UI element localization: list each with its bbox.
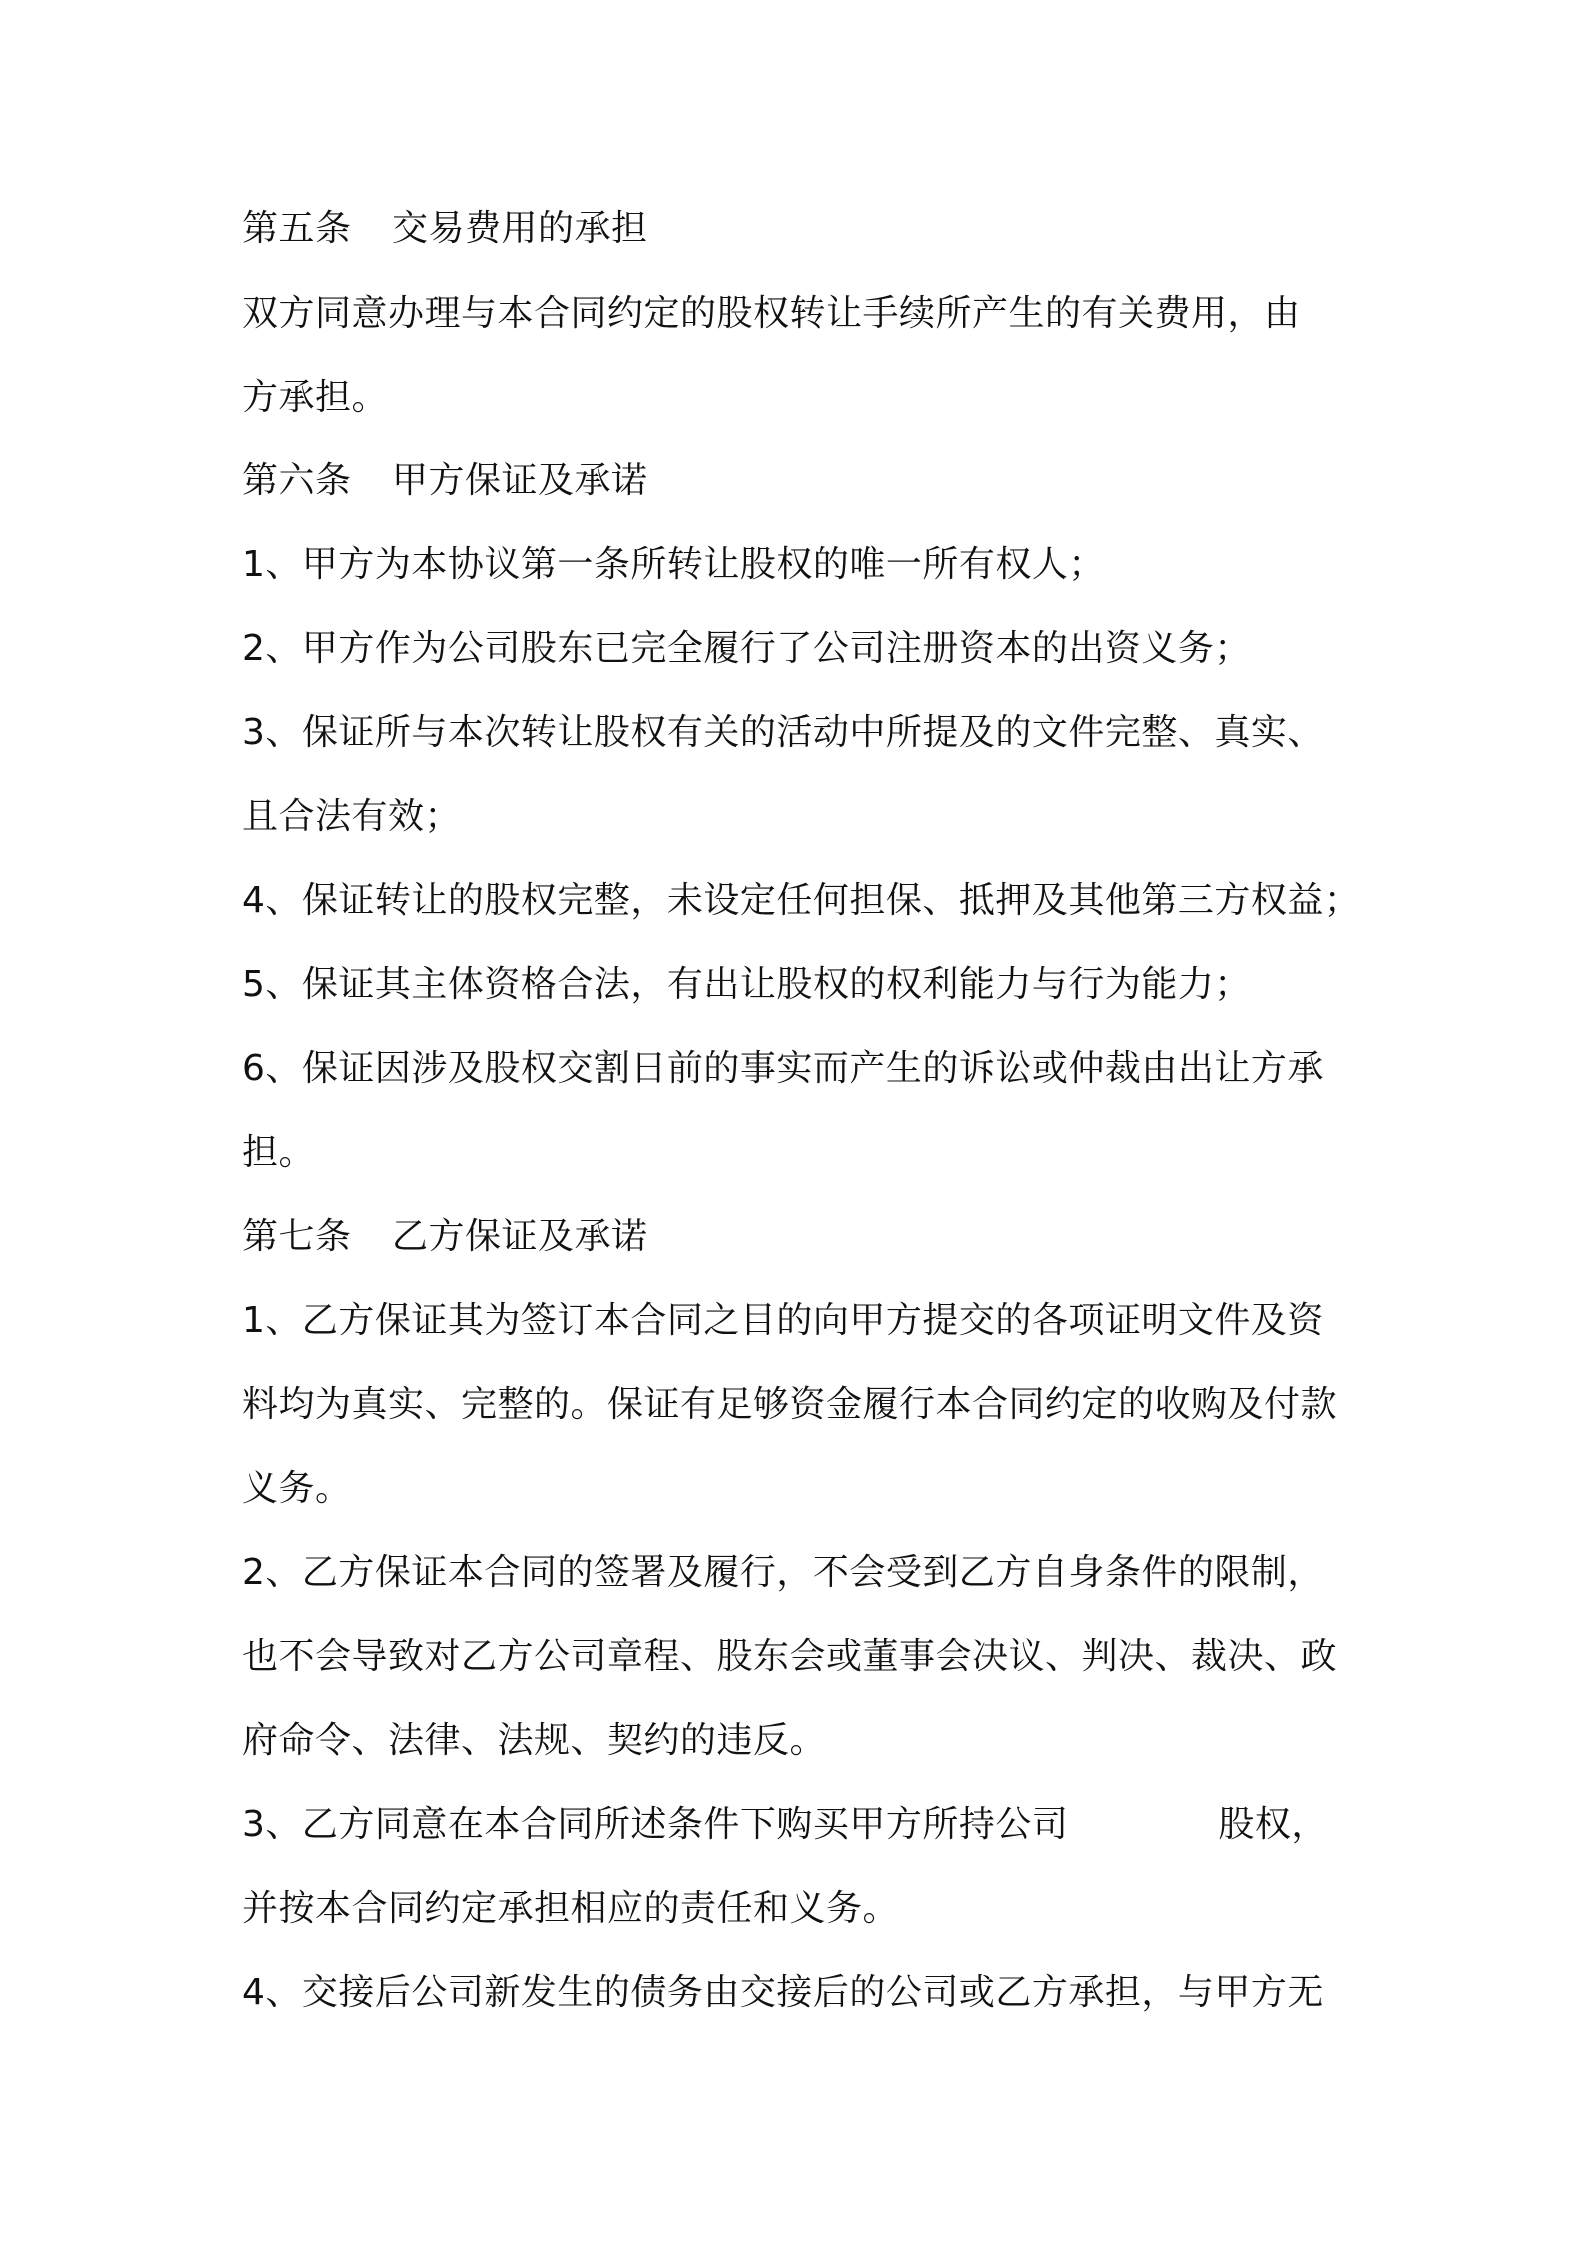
article-6-item-2: 2、甲方作为公司股东已完全履行了公司注册资本的出资义务；: [242, 628, 1251, 669]
article-6-item-6: 6、保证因涉及股权交割日前的事实而产生的诉讼或仲裁由出让方承: [242, 1048, 1324, 1089]
article-7-number: 第七条: [242, 1216, 352, 1257]
article-7-item-3-tail: 股权，: [1218, 1804, 1328, 1845]
article-7-item-1-cont-1: 料均为真实、完整的。保证有足够资金履行本合同约定的收购及付款: [242, 1384, 1338, 1425]
article-7-item-3: [242, 1801, 1362, 1849]
article-7-item-3-cont: 并按本合同约定承担相应的责任和义务。: [242, 1888, 900, 1929]
article-5-number: 第五条: [242, 208, 352, 249]
article-6-item-1: 1、甲方为本协议第一条所转让股权的唯一所有权人；: [242, 544, 1105, 585]
article-5-title: 交易费用的承担: [392, 208, 648, 249]
article-7-item-2-cont-1: 也不会导致对乙方公司章程、股东会或董事会决议、判决、裁决、政: [242, 1636, 1338, 1677]
article-6-item-6-cont: 担。: [242, 1132, 316, 1173]
article-7-heading: [242, 1213, 1362, 1261]
article-6-item-3: 3、保证所与本次转让股权有关的活动中所提及的文件完整、真实、: [242, 712, 1324, 753]
article-5-line-1: 双方同意办理与本合同约定的股权转让手续所产生的有关费用，由: [242, 293, 1301, 334]
article-7-item-3-text: 3、乙方同意在本合同所述条件下购买甲方所持公司: [242, 1804, 1069, 1845]
article-7-title: 乙方保证及承诺: [392, 1216, 648, 1257]
article-7-item-1: 1、乙方保证其为签订本合同之目的向甲方提交的各项证明文件及资: [242, 1300, 1324, 1341]
article-6-item-4: 4、保证转让的股权完整，未设定任何担保、抵押及其他第三方权益；: [242, 880, 1361, 921]
article-6-number: 第六条: [242, 460, 352, 501]
article-5-heading: [242, 205, 1362, 253]
article-6-item-5: 5、保证其主体资格合法，有出让股权的权利能力与行为能力；: [242, 964, 1251, 1005]
article-7-item-2-cont-2: 府命令、法律、法规、契约的违反。: [242, 1720, 827, 1761]
article-6-item-3-cont: 且合法有效；: [242, 796, 462, 837]
article-7-item-4: 4、交接后公司新发生的债务由交接后的公司或乙方承担，与甲方无: [242, 1972, 1324, 2013]
article-5-line-2: 方承担。: [242, 377, 389, 418]
article-6-title: 甲方保证及承诺: [392, 460, 648, 501]
article-6-heading: [242, 457, 1362, 505]
article-7-item-1-cont-2: 义务。: [242, 1468, 352, 1509]
article-7-item-2: 2、乙方保证本合同的签署及履行，不会受到乙方自身条件的限制，: [242, 1552, 1324, 1593]
